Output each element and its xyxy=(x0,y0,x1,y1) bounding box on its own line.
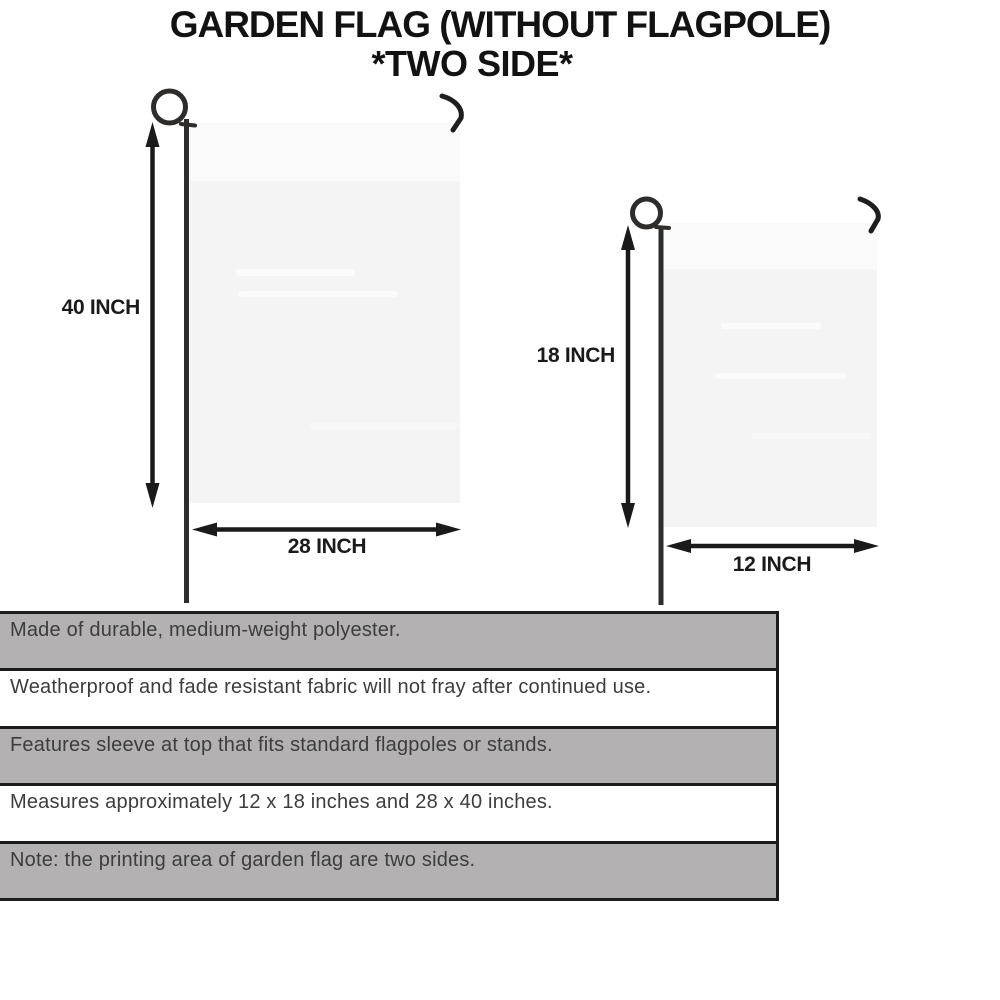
small-flag-height-label: 18 INCH xyxy=(536,344,615,367)
feature-row xyxy=(0,729,776,786)
arrow-down-icon xyxy=(621,503,635,528)
arrow-up-icon xyxy=(146,122,160,147)
feature-row-text: Features sleeve at top that fits standard flagpoles or stands. xyxy=(10,733,553,756)
large-flag-sleeve xyxy=(190,123,460,182)
arrow-right-icon xyxy=(854,539,879,553)
feature-row xyxy=(0,844,776,898)
flagpole-loop-icon xyxy=(154,91,186,123)
feature-row xyxy=(0,786,776,843)
small-flag-width-label: 12 INCH xyxy=(732,553,812,576)
arrow-left-icon xyxy=(666,539,691,553)
small-flag xyxy=(661,223,877,527)
features-panel xyxy=(0,611,779,901)
feature-row-text: Weatherproof and fade resistant fabric will not fray after continued use. xyxy=(10,676,652,699)
large-flag xyxy=(190,123,460,503)
feature-row xyxy=(0,671,776,728)
large-flag-width-label: 28 INCH xyxy=(287,535,367,558)
flag-fold-highlight xyxy=(310,423,460,429)
page-title-line2: *TWO SIDE* xyxy=(371,43,573,84)
large-flag-height-label: 40 INCH xyxy=(61,296,140,319)
small-flag-sleeve xyxy=(661,223,877,270)
flag-fold-highlight xyxy=(235,269,355,276)
flag-fold-highlight xyxy=(751,433,871,439)
page-title-line1: GARDEN FLAG (WITHOUT FLAGPOLE) xyxy=(169,4,831,45)
arrow-down-icon xyxy=(146,483,160,508)
flag-fold-highlight xyxy=(721,323,821,329)
arrow-left-icon xyxy=(192,523,217,537)
arrow-up-icon xyxy=(621,225,635,250)
flag-fold-highlight xyxy=(716,373,846,379)
flagpole-loop-icon xyxy=(633,199,661,227)
flag-fold-highlight xyxy=(238,291,398,297)
feature-row-text: Note: the printing area of garden flag are two sides. xyxy=(10,848,476,871)
feature-row-text: Measures approximately 12 x 18 inches and 28 x 40 inches. xyxy=(10,791,553,814)
feature-row-text: Made of durable, medium-weight polyester. xyxy=(10,619,401,641)
arrow-right-icon xyxy=(436,523,461,537)
page-title xyxy=(0,6,1000,82)
feature-row xyxy=(0,614,776,671)
